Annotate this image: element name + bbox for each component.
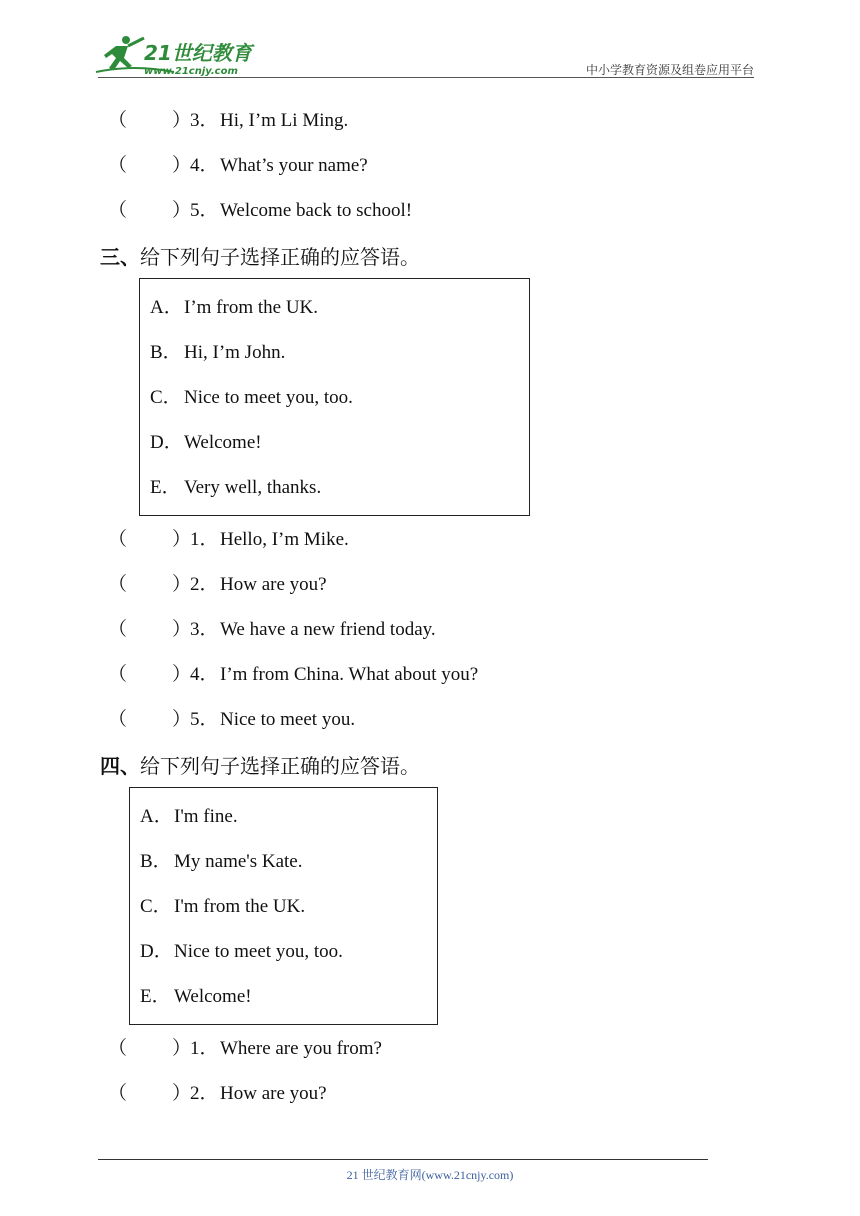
option-text: Welcome! (184, 432, 262, 453)
question-text: How are you? (220, 574, 327, 595)
question-number: 4． (190, 155, 219, 176)
option-text: Very well, thanks. (184, 477, 322, 498)
options-box (139, 278, 530, 516)
option-item (150, 295, 318, 321)
option-text: Welcome! (174, 986, 252, 1007)
answer-blank-close: ） (172, 1038, 192, 1059)
answer-blank-close: ） (172, 529, 192, 550)
option-letter: A． (150, 297, 183, 318)
header-tagline: 中小学教育资源及组卷应用平台 (585, 63, 754, 77)
answer-blank-close: ） (172, 664, 192, 685)
option-item (150, 385, 353, 411)
answer-blank-open: （ (108, 200, 128, 221)
option-letter: B． (150, 342, 182, 363)
question-text: We have a new friend today. (220, 619, 436, 640)
option-item (150, 430, 262, 456)
answer-blank-close: ） (172, 574, 192, 595)
question-text: How are you? (220, 1083, 327, 1104)
option-text: Hi, I’m John. (184, 342, 286, 363)
question-text: Hi, I’m Li Ming. (220, 110, 349, 131)
footer-link[interactable]: 21 世纪教育网(www.21cnjy.com) (346, 1168, 514, 1182)
answer-blank-close: ） (172, 1083, 192, 1104)
question-text: What’s your name? (220, 155, 368, 176)
header-divider (98, 77, 754, 78)
section-number: 四、 (100, 754, 140, 778)
option-letter: B． (140, 851, 172, 872)
question-text: Nice to meet you. (220, 709, 356, 730)
logo-text: 21世纪教育 (144, 41, 252, 65)
answer-blank-close: ） (172, 200, 192, 221)
option-text: I'm from the UK. (174, 896, 306, 917)
option-letter: A． (140, 806, 173, 827)
question-number: 4． (190, 664, 219, 685)
option-text: My name's Kate. (174, 851, 303, 872)
option-text: I’m from the UK. (184, 297, 319, 318)
option-item (140, 849, 302, 875)
question-text: I’m from China. What about you? (220, 664, 479, 685)
options-box (129, 787, 438, 1025)
answer-blank-close: ） (172, 619, 192, 640)
question-number: 3． (190, 619, 219, 640)
answer-blank-open: （ (108, 110, 128, 131)
answer-blank-close: ） (172, 110, 192, 131)
option-item (140, 804, 238, 830)
option-item (150, 475, 321, 501)
answer-blank-open: （ (108, 709, 128, 730)
option-item (140, 984, 252, 1010)
question-text: Welcome back to school! (220, 200, 413, 221)
option-letter: D． (150, 432, 183, 453)
option-item (140, 939, 343, 965)
footer-divider (98, 1159, 708, 1160)
answer-blank-open: （ (108, 619, 128, 640)
section-heading (100, 243, 420, 272)
question-number: 5． (190, 200, 219, 221)
question-number: 5． (190, 709, 219, 730)
answer-blank-open: （ (108, 574, 128, 595)
option-text: I'm fine. (174, 806, 238, 827)
answer-blank-open: （ (108, 155, 128, 176)
brand-logo (94, 34, 264, 78)
option-item (140, 894, 305, 920)
option-item (150, 340, 285, 366)
answer-blank-close: ） (172, 155, 192, 176)
option-letter: C． (140, 896, 172, 917)
answer-blank-open: （ (108, 1038, 128, 1059)
question-text: Where are you from? (220, 1038, 382, 1059)
section-heading (100, 752, 420, 781)
question-number: 1． (190, 1038, 219, 1059)
question-number: 2． (190, 1083, 219, 1104)
question-number: 2． (190, 574, 219, 595)
option-text: Nice to meet you, too. (184, 387, 353, 408)
answer-blank-open: （ (108, 529, 128, 550)
option-letter: E． (140, 986, 171, 1007)
option-text: Nice to meet you, too. (174, 941, 343, 962)
option-letter: D． (140, 941, 173, 962)
section-title: 给下列句子选择正确的应答语。 (140, 754, 420, 778)
question-text: Hello, I’m Mike. (220, 529, 349, 550)
question-number: 1． (190, 529, 219, 550)
section-number: 三、 (100, 245, 140, 269)
answer-blank-open: （ (108, 1083, 128, 1104)
question-number: 3． (190, 110, 219, 131)
answer-blank-open: （ (108, 664, 128, 685)
logo-url: www.21cnjy.com (144, 66, 238, 77)
answer-blank-close: ） (172, 709, 192, 730)
option-letter: E． (150, 477, 181, 498)
option-letter: C． (150, 387, 182, 408)
section-title: 给下列句子选择正确的应答语。 (140, 245, 420, 269)
